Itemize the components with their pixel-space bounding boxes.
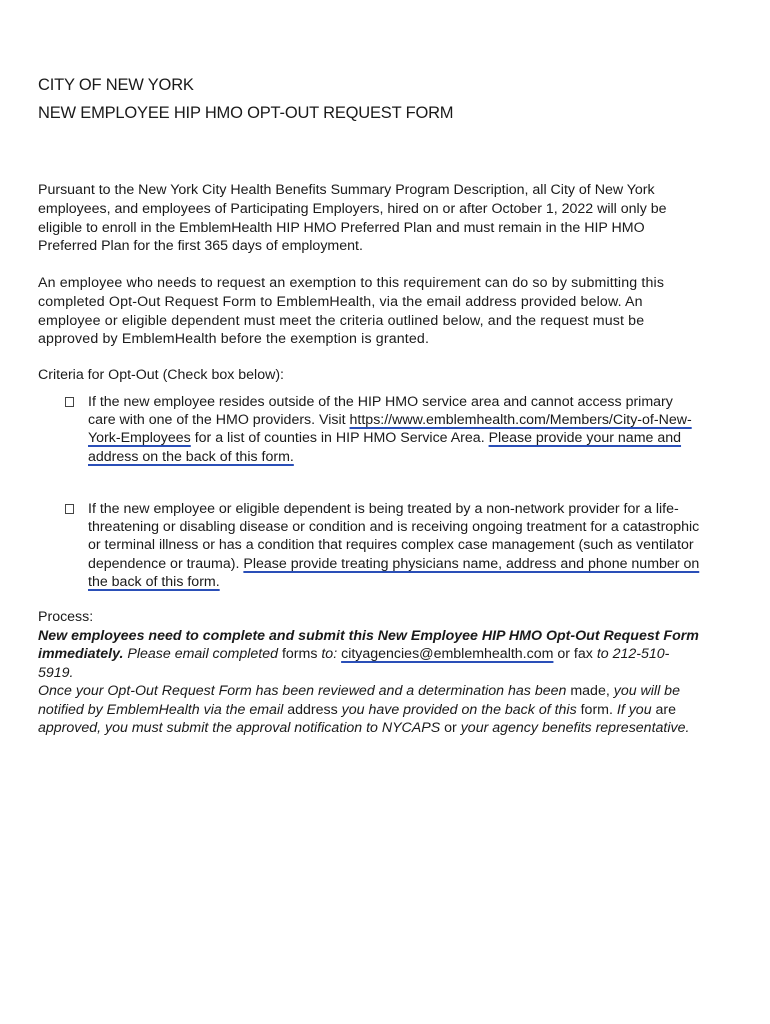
process-label: Process: [38, 609, 94, 625]
request-paragraph: An employee who needs to request an exemption to this requirement can do so by submitting this completed Opt-Out Request Form to EmblemHealth, via the email address provided below. An employee or eligible dependent must meet the criteria outlined below, and the request must be approved by EmblemHealth before the exemption is granted. [38, 275, 665, 348]
process-text: Once your Opt-Out Request Form has been reviewed and a determination has been [38, 683, 571, 699]
process-text: If you [612, 701, 656, 718]
process-text: Please email completed [123, 646, 282, 662]
process-bold-text: New employees need to complete and submit this New Employee HIP HMO Opt-Out Request Form immediately. [38, 627, 699, 662]
process-text: approved, you must submit the approval notification to NYCAPS [38, 720, 445, 736]
process-section [38, 608, 703, 738]
process-text: form. [580, 701, 613, 718]
process-text: you will be notified by EmblemHealth via the email [38, 683, 680, 718]
criteria-item-service-area [60, 393, 700, 466]
process-text: made, [570, 683, 610, 699]
email-link[interactable]: cityagencies@emblemhealth.com [341, 646, 554, 662]
criteria-heading: Criteria for Opt-Out (Check box below): [38, 367, 284, 383]
treatment-checkbox[interactable] [65, 504, 74, 514]
process-instructions [38, 627, 703, 683]
criteria-text: for a list of counties in HIP HMO Service Area. [190, 430, 489, 447]
process-text: forms [281, 646, 318, 662]
emblemhealth-link[interactable]: https://www.emblemhealth.com/Members/City-of-New-York-Employees [88, 412, 692, 447]
criteria-item-treatment [60, 500, 700, 591]
criteria-text: If the new employee resides outside of the HIP HMO service area and cannot access primary care with one of the HMO providers. Visit [88, 394, 673, 429]
service-area-checkbox[interactable] [65, 397, 74, 407]
header-city: CITY OF NEW YORK [38, 76, 194, 94]
process-text: are [655, 701, 677, 718]
criteria-item-text [88, 500, 700, 591]
form-header [38, 71, 453, 127]
intro-paragraph: Pursuant to the New York City Health Benefits Summary Program Description, all City of New York employees, and employees of Participating Employers, hired on or after October 1, 2022 will only be eligible to enroll in the EmblemHealth HIP HMO Preferred Plan and must remain in the HIP HMO Preferred Plan for the first 365 days of employment. [38, 182, 667, 255]
page-title: NEW EMPLOYEE HIP HMO OPT-OUT REQUEST FORM [38, 104, 454, 122]
process-text: or [444, 720, 457, 736]
process-text: address [287, 701, 338, 718]
criteria-item-text [88, 393, 700, 466]
fax-number: to 212-510-5919. [38, 646, 670, 681]
criteria-instruction: Please provide your name and address on the back of this form. [88, 430, 682, 465]
process-text: to: [317, 646, 342, 662]
process-text: you have provided on the back of this [337, 701, 581, 718]
criteria-text: If the new employee or eligible dependent is being treated by a non-network provider for a life-threatening or disabling disease or condition and is receiving ongoing treatment for a catastrophic or terminal illness or has a condition that requires complex case management (such as ventilator dependence or trauma). [88, 501, 700, 572]
process-review [38, 682, 703, 738]
criteria-instruction: Please provide treating physicians name, address and phone number on the back of this form. [88, 555, 700, 590]
process-text: your agency benefits representative. [456, 720, 690, 736]
process-text: or fax [553, 646, 597, 662]
